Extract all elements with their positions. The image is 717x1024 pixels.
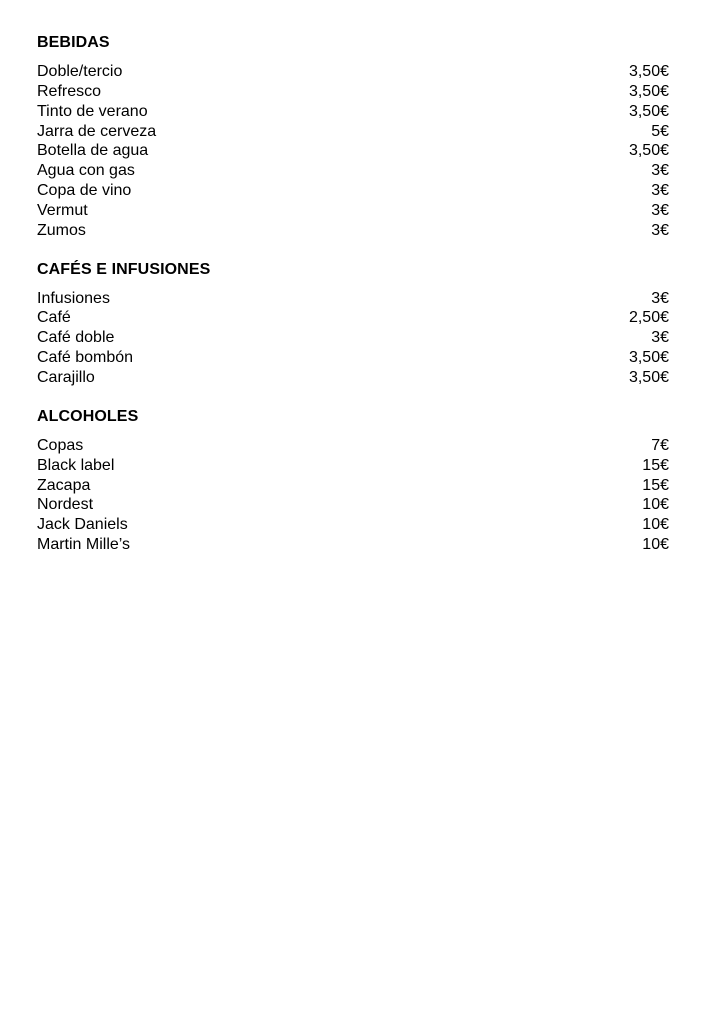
menu-item — [37, 535, 669, 555]
item-name: Tinto de verano — [37, 102, 148, 120]
item-price: 3,50€ — [628, 82, 669, 100]
item-price: 3,50€ — [628, 63, 669, 80]
item-name: Black label — [37, 456, 115, 474]
item-name: Botella de agua — [37, 142, 149, 160]
item-list — [37, 62, 669, 241]
menu-item — [37, 141, 669, 161]
item-name: Copas — [37, 436, 84, 454]
menu-item — [37, 495, 669, 515]
item-name: Carajillo — [37, 368, 95, 386]
item-name: Doble/tercio — [37, 63, 123, 80]
menu-item — [37, 476, 669, 496]
item-name: Jarra de cerveza — [37, 122, 157, 140]
section-alcoholes — [37, 406, 669, 555]
item-price: 10€ — [642, 536, 669, 554]
menu-item — [37, 348, 669, 368]
item-price: 3,50€ — [628, 142, 669, 160]
section-title: CAFÉS E INFUSIONES — [37, 260, 211, 278]
section-bebidas — [37, 32, 669, 241]
item-price: 3€ — [651, 289, 669, 307]
item-name: Zacapa — [37, 476, 91, 494]
menu-item — [37, 368, 669, 388]
menu-item — [37, 82, 669, 102]
menu-item — [37, 456, 669, 476]
item-name: Copa de vino — [37, 182, 132, 200]
section-cafes-e-infusiones — [37, 259, 669, 388]
item-price: 3,50€ — [628, 102, 669, 120]
item-name: Café doble — [37, 329, 115, 347]
section-title: ALCOHOLES — [37, 407, 139, 425]
item-price: 15€ — [642, 456, 669, 474]
item-name: Café — [37, 309, 71, 327]
item-name: Jack Daniels — [37, 516, 128, 534]
item-name: Agua con gas — [37, 162, 135, 180]
item-price: 10€ — [642, 516, 669, 534]
item-price: 3,50€ — [628, 349, 669, 367]
menu-item — [37, 161, 669, 181]
menu-item — [37, 436, 669, 456]
item-name: Vermut — [37, 201, 88, 219]
item-price: 2,50€ — [628, 309, 669, 327]
menu-item — [37, 515, 669, 535]
item-name: Infusiones — [37, 289, 110, 307]
item-price: 7€ — [651, 436, 669, 454]
item-price: 5€ — [651, 122, 669, 140]
item-price: 3€ — [651, 201, 669, 219]
item-price: 3€ — [651, 329, 669, 347]
menu-item — [37, 328, 669, 348]
item-price: 3€ — [651, 162, 669, 180]
item-name: Café bombón — [37, 349, 134, 367]
menu-item — [37, 122, 669, 142]
menu-item — [37, 62, 669, 82]
item-price: 10€ — [642, 496, 669, 514]
item-name: Zumos — [37, 221, 86, 239]
item-name: Martin Mille’s — [37, 536, 131, 554]
menu-item — [37, 201, 669, 221]
menu-item — [37, 102, 669, 122]
menu-item — [37, 289, 669, 309]
item-list — [37, 289, 669, 388]
item-price: 3,50€ — [628, 368, 669, 386]
menu-item — [37, 221, 669, 241]
item-price: 3€ — [651, 182, 669, 200]
item-name: Nordest — [37, 496, 94, 514]
item-list — [37, 436, 669, 555]
item-price: 3€ — [651, 221, 669, 239]
section-title: BEBIDAS — [37, 34, 110, 51]
item-price: 15€ — [642, 476, 669, 494]
menu-item — [37, 181, 669, 201]
item-name: Refresco — [37, 82, 102, 100]
menu-page — [37, 32, 669, 555]
menu-item — [37, 308, 669, 328]
